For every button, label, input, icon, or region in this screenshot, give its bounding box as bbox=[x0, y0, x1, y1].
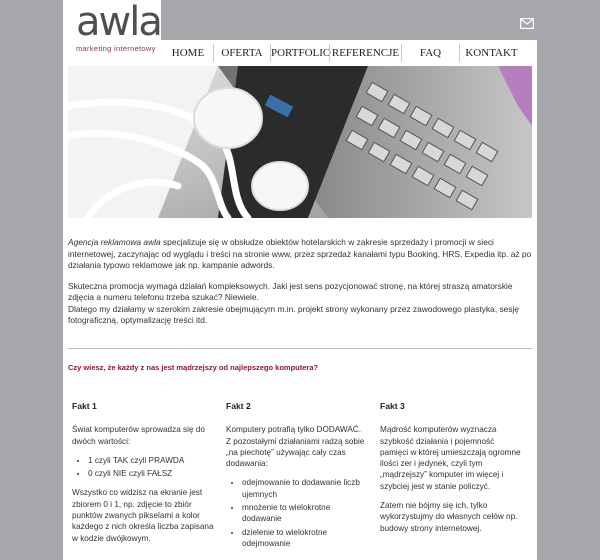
fact-2-list bbox=[226, 477, 368, 549]
nav-kontakt[interactable]: KONTAKT bbox=[459, 44, 523, 62]
fact-3-title: Fakt 3 bbox=[380, 401, 405, 411]
nav-home[interactable]: HOME bbox=[171, 47, 205, 59]
fact-column-3 bbox=[380, 401, 522, 542]
nav-oferta[interactable]: OFERTA bbox=[213, 44, 270, 62]
logo-word: awla bbox=[76, 0, 161, 45]
logo-tagline: marketing internetowy bbox=[76, 44, 156, 53]
list-item: • odejmowanie to dodawanie liczb ujemnych bbox=[242, 477, 368, 500]
logo[interactable] bbox=[63, 0, 161, 64]
intro-paragraph-1 bbox=[68, 237, 532, 272]
fact-1-text-2: Wszystko co widzisz na ekranie jest zbiorem 0 i 1, np. zdjęcie to zbiór punktów zwanych pikselami a kolor każdego z nich określa liczba zapisana w kodzie dwójkowym. bbox=[72, 488, 214, 543]
intro-paragraph-2 bbox=[68, 281, 532, 327]
fact-3-text-2: Zatem nie bójmy się ich, tylko wykorzystujmy do własnych celów np. budowy strony internetowej. bbox=[380, 501, 518, 533]
hero-image bbox=[68, 66, 532, 218]
list-item: • 0 czyli NIE czyli FAŁSZ bbox=[88, 468, 214, 479]
nav-faq[interactable]: FAQ bbox=[401, 44, 459, 62]
hero-photo-laptop-earphones bbox=[68, 66, 532, 218]
nav-referencje[interactable]: REFERENCJE bbox=[329, 44, 401, 62]
question-heading: Czy wiesz, że każdy z nas jest mądrzejszy od najlepszego komputera? bbox=[68, 363, 319, 372]
intro-p3-text: Dlatego my działamy w szerokim zakresie obejmującym m.in. projekt strony wykonany przez zawodowego plastyka, sesję fotograficzną, optymalizację treści itd. bbox=[68, 303, 520, 325]
fact-2-text: Komputery potrafią tylko DODAWAĆ. Z pozostałymi działaniami radzą sobie „na piechotę” używając cały czas dodawania: bbox=[226, 425, 365, 469]
nav-portfolio[interactable]: PORTFOLIO bbox=[270, 44, 329, 62]
fact-3-text: Mądrość komputerów wyznacza szybkość działania i pojemność pamięci w której umieszczają ogromne ilości zer i jedynek, czyli tym „mądrzejszy” komputer im więcej i szybciej jest w stanie policzyć. bbox=[380, 425, 521, 491]
fact-2-title: Fakt 2 bbox=[226, 401, 251, 411]
fact-column-2 bbox=[226, 401, 368, 557]
main-nav bbox=[163, 40, 537, 66]
intro-p2-text: Skuteczna promocja wymaga działań kompleksowych. Jaki jest sens pozycjonować stronę, na której straszą amatorskie zdjęcia a numeru telefonu trzeba szukać? Niewiele. bbox=[68, 280, 513, 302]
fact-column-1 bbox=[72, 401, 214, 552]
intro-p1-text: specjalizuje się w obsłudze obiektów hotelarskich w zakresie sprzedaży i promocji w sieci internetowej, zaczynając od wyglądu i treści na stronie www, przez sprzedaż kanałami typu Booking, HRS, Expedia itp. aż po działania typowo reklamowe jak np. kampanie adwords. bbox=[68, 237, 532, 270]
list-item: • 1 czyli TAK czyli PRAWDA bbox=[88, 455, 214, 466]
fact-1-title: Fakt 1 bbox=[72, 401, 97, 411]
fact-1-list bbox=[72, 455, 214, 480]
intro-text bbox=[68, 237, 532, 336]
list-item: • dzielenie to wielokrotne odejmowanie bbox=[242, 527, 368, 550]
section-divider bbox=[68, 348, 532, 349]
intro-agency-name: Agencja reklamowa awla bbox=[68, 237, 161, 247]
mail-icon[interactable] bbox=[520, 18, 534, 29]
fact-1-text: Świat komputerów sprowadza się do dwóch wartości: bbox=[72, 425, 205, 446]
list-item: • mnożenie to wielokrotne dodawanie bbox=[242, 502, 368, 525]
